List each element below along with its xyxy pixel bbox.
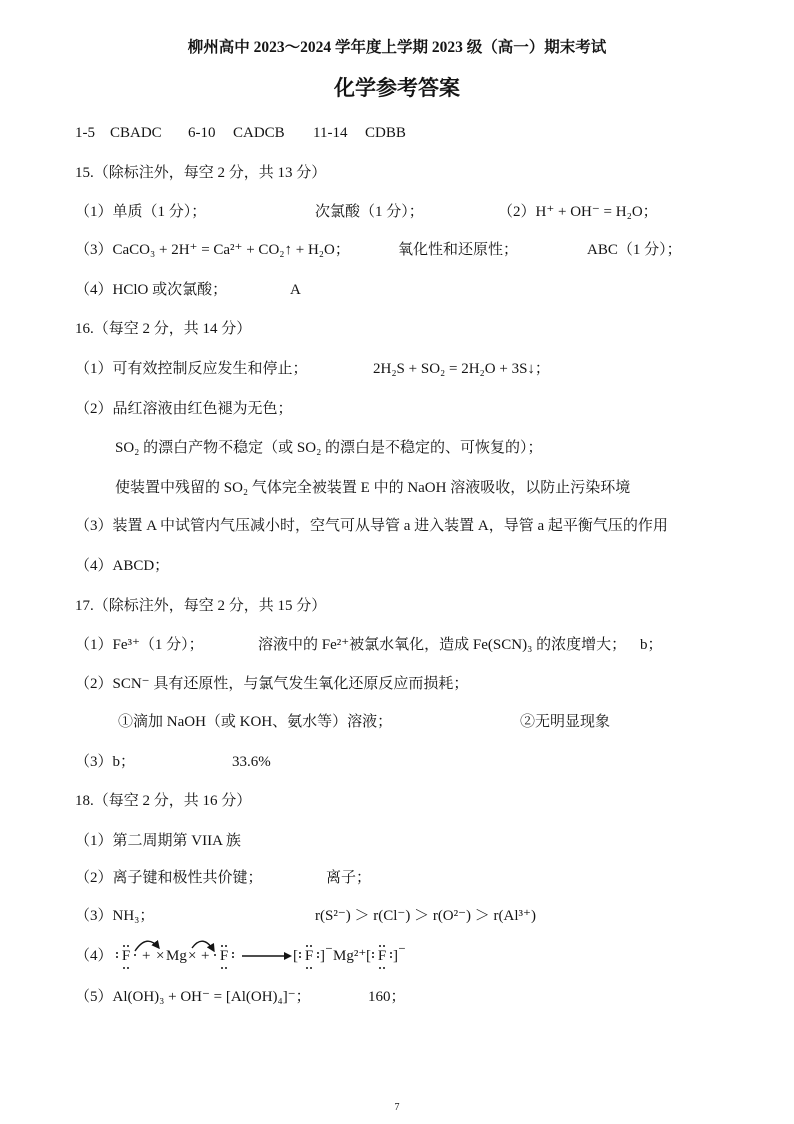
fluoride-ion-lewis [371, 941, 393, 971]
q18-row-3 [0, 906, 794, 926]
answer-text: ①滴加 NaOH（或 KOH、氨水等）溶液； [118, 714, 393, 730]
q16-heading [0, 319, 794, 339]
mc-range-3: 11-14 [313, 125, 348, 141]
answer-text: b； [640, 637, 663, 653]
answer-text: ABC（1 分）； [587, 242, 682, 258]
q15-row-2 [0, 240, 794, 260]
q16-row-4 [0, 478, 794, 498]
multiple-choice-answers [0, 123, 794, 143]
plus-sign: + [201, 948, 210, 964]
answer-text: （2）品红溶液由红色褪为无色； [75, 401, 293, 417]
answer-text: r(S²⁻) ＞ r(Cl⁻) ＞ r(O²⁻) ＞ r(Al³⁺) [315, 908, 536, 924]
question-heading: 17.（除标注外，每空 2 分，共 15 分） [75, 598, 327, 614]
mc-answers-2: CADCB [233, 125, 285, 141]
q17-row-4 [0, 752, 794, 772]
q18-row-1 [0, 831, 794, 851]
q16-row-1 [0, 359, 794, 379]
answer-text: （5）Al(OH)₃ + OH⁻ = [Al(OH)₄]⁻； [75, 989, 311, 1005]
electron-transfer-arrow [192, 941, 214, 951]
answer-text: SO₂ 的漂白产物不稳定（或 SO₂ 的漂白是不稳定的、可恢复的）； [115, 440, 543, 456]
fluorine-symbol: F [304, 948, 314, 964]
fluorine-symbol: F [219, 948, 229, 964]
mc-range-2: 6-10 [188, 125, 216, 141]
answer-text: 次氯酸（1 分）； [315, 204, 424, 220]
reaction-arrow [240, 946, 292, 966]
answer-text: （3）b； [75, 754, 136, 770]
plus-sign: + [142, 948, 151, 964]
answer-text: （2）H⁺ + OH⁻ = H₂O； [498, 204, 658, 220]
answer-text: （3）NH₃； [75, 908, 155, 924]
fluorine-symbol: F [121, 948, 131, 964]
q18-heading [0, 791, 794, 811]
q17-row-1 [0, 635, 794, 655]
answer-text: （1）可有效控制反应发生和停止； [75, 361, 308, 377]
answer-text: （4）HClO 或次氯酸； [75, 282, 228, 298]
answer-text: 离子； [326, 870, 372, 886]
answer-text: （1）第二周期第 VIIA 族 [75, 833, 241, 849]
answer-text: （1）Fe³⁺（1 分）； [75, 637, 204, 653]
answer-text: 160； [368, 989, 406, 1005]
electron-cross: × [156, 948, 165, 964]
answer-text: 2H₂S + SO₂ = 2H₂O + 3S↓； [373, 361, 550, 377]
q18-row-2 [0, 868, 794, 888]
answer-text: 溶液中的 Fe²⁺被氯水氧化，造成 Fe(SCN)₃ 的浓度增大； [258, 637, 627, 653]
answer-text: （2）离子键和极性共价键； [75, 870, 263, 886]
q16-row-6 [0, 556, 794, 576]
fluoride-charge: ⁻ [398, 944, 406, 960]
answer-text: A [290, 282, 301, 298]
answer-text: 使装置中残留的 SO₂ 气体完全被装置 E 中的 NaOH 溶液吸收，以防止污染环境 [115, 480, 631, 496]
exam-title: 柳州高中 2023～2024 学年度上学期 2023 级（高一）期末考试 [187, 39, 607, 56]
electron-transfer-arrow [135, 941, 159, 951]
mc-answers-1: CBADC [110, 125, 162, 141]
q17-row-3 [0, 712, 794, 732]
answer-label: （4） [75, 948, 113, 964]
magnesium-ion: Mg²⁺ [333, 948, 367, 964]
bracket-open: [ [293, 948, 298, 964]
mc-range-1: 1-5 [75, 125, 95, 141]
question-heading: 18.（每空 2 分，共 16 分） [75, 793, 252, 809]
answer-text: 氧化性和还原性； [398, 242, 519, 258]
q18-row-5 [0, 987, 794, 1007]
bracket-open: [ [366, 948, 371, 964]
answer-text: （3）CaCO₃ + 2H⁺ = Ca²⁺ + CO₂↑ + H₂O； [75, 242, 350, 258]
fluoride-ion-lewis [298, 941, 320, 971]
fluorine-symbol: F [377, 948, 387, 964]
answer-text: （3）装置 A 中试管内气压减小时，空气可从导管 a 进入装置 A，导管 a 起平衡气压的作用 [75, 518, 668, 534]
q16-row-2 [0, 399, 794, 419]
answer-text: （1）单质（1 分）； [75, 204, 207, 220]
fluoride-charge: ⁻ [325, 944, 333, 960]
answer-text: （4）ABCD； [75, 558, 170, 574]
page-number: 7 [394, 1102, 400, 1113]
mgf2-formation-diagram [0, 941, 794, 971]
answer-key-title: 化学参考答案 [334, 76, 460, 100]
question-heading: 16.（每空 2 分，共 14 分） [75, 321, 252, 337]
question-heading: 15.（除标注外，每空 2 分，共 13 分） [75, 165, 327, 181]
q16-row-5 [0, 516, 794, 536]
answer-text: （2）SCN⁻ 具有还原性，与氯气发生氧化还原反应而损耗； [75, 676, 469, 692]
q15-row-3 [0, 280, 794, 300]
electron-dot [306, 967, 308, 969]
answer-text: 33.6% [232, 754, 271, 770]
q17-row-2 [0, 674, 794, 694]
q16-row-3 [0, 438, 794, 458]
bracket-close: ] [393, 948, 398, 964]
electron-cross: × [188, 948, 197, 964]
answer-text: ②无明显现象 [520, 714, 611, 730]
electron-dot [379, 967, 381, 969]
bracket-close: ] [320, 948, 325, 964]
magnesium-symbol: Mg [166, 948, 187, 964]
mc-answers-3: CDBB [365, 125, 406, 141]
q15-heading [0, 163, 794, 183]
q15-row-1 [0, 202, 794, 222]
q17-heading [0, 596, 794, 616]
